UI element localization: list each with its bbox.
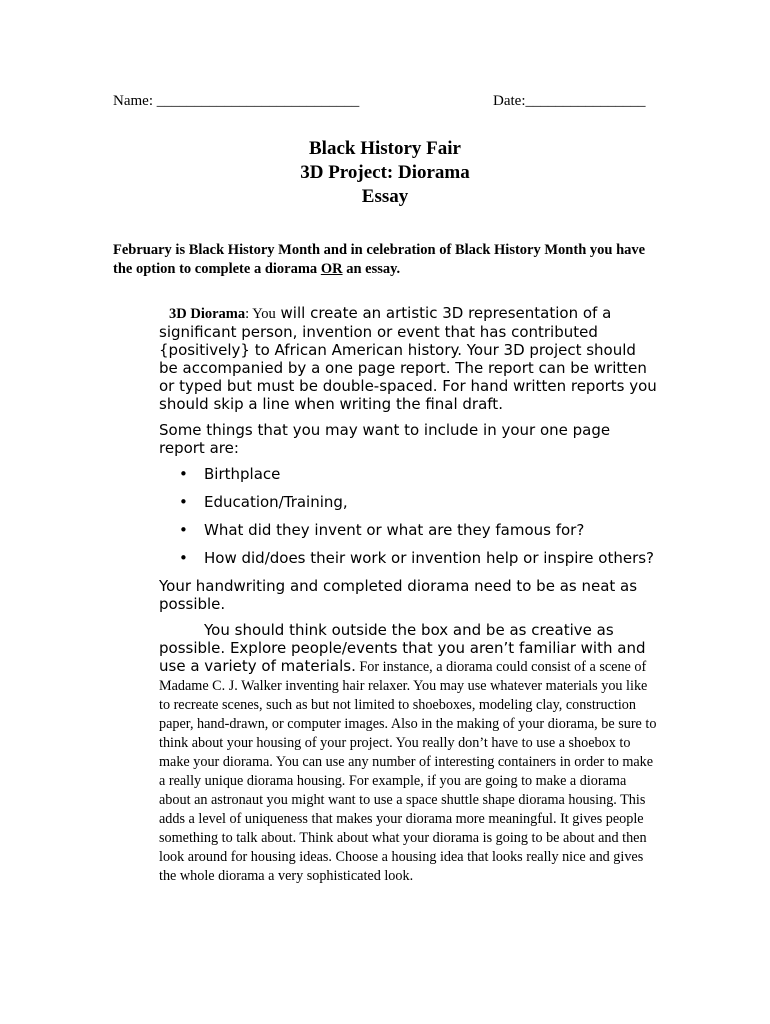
- bullet-text: Education/Training,: [204, 493, 348, 511]
- bullet-text: How did/does their work or invention help or inspire others?: [204, 549, 655, 567]
- bullet-text: What did they invent or what are they famous for?: [204, 521, 585, 539]
- intro-paragraph: [113, 241, 653, 279]
- diorama-description: [159, 304, 659, 413]
- bullet-icon: •: [179, 493, 188, 511]
- title-line-1: Black History Fair: [309, 138, 461, 159]
- date-field: Date:________________: [493, 93, 646, 109]
- diorama-section: [159, 304, 659, 893]
- intro-or-word: OR: [320, 261, 343, 277]
- list-item: [159, 493, 659, 511]
- bullet-icon: •: [179, 465, 188, 483]
- header-line: [113, 93, 653, 110]
- diorama-lead: [159, 306, 276, 322]
- title-line-2: 3D Project: Diorama: [300, 162, 470, 183]
- document-title: [0, 137, 770, 209]
- name-field: Name: ___________________________: [113, 93, 360, 109]
- list-item: [159, 549, 659, 567]
- bullet-text: Birthplace: [204, 465, 281, 483]
- title-line-3: Essay: [361, 186, 409, 207]
- bullet-icon: •: [179, 549, 188, 567]
- neatness-paragraph: Your handwriting and completed diorama need to be as neat as possible.: [159, 577, 638, 613]
- creativity-paragraph: [159, 621, 659, 885]
- diorama-text: will create an artistic 3D representation of a significant person, invention or event that has contributed {positively} to African American history. Your 3D project should be accompanied by a one page report. The report can be written or typed but must be double-spaced. For hand written reports you should skip a line when writing the final draft.: [159, 304, 657, 413]
- diorama-label: 3D Diorama: [169, 306, 246, 322]
- report-intro: Some things that you may want to include in your one page report are:: [159, 421, 611, 457]
- creativity-text-sans: You should think outside the box and be as creative as possible. Explore people/events that you aren’t familiar with and use a variety of materials.: [159, 621, 646, 675]
- creativity-text-serif: For instance, a diorama could consist of a scene of Madame C. J. Walker inventing hair relaxer. You may use whatever materials you like to recreate scenes, such as but not limited to shoeboxes, modeling clay, construction paper, hand-drawn, or computer images. Also in the making of your diorama, be sure to think about your housing of your project. You really don’t have to use a shoebox to make your diorama. You can use any number of interesting containers in order to make a really unique diorama housing. For example, if you are going to make a diorama about an astronaut you might want to use a space shuttle shape diorama housing. This adds a level of uniqueness that makes your diorama more meaningful. It gives people something to talk about. Think about what your diorama is going to be about and then look around for housing ideas. Choose a housing idea that looks really nice and gives the whole diorama a very sophisticated look.: [159, 659, 657, 884]
- list-item: [159, 465, 659, 483]
- diorama-colon-you: : You: [245, 306, 276, 322]
- intro-text-1: February is Black History Month and in celebration of Black History Month you have the option to complete a diorama: [113, 242, 646, 277]
- report-bullet-list: [159, 465, 659, 567]
- bullet-icon: •: [179, 521, 188, 539]
- list-item: [159, 521, 659, 539]
- intro-text-2: an essay.: [342, 261, 401, 277]
